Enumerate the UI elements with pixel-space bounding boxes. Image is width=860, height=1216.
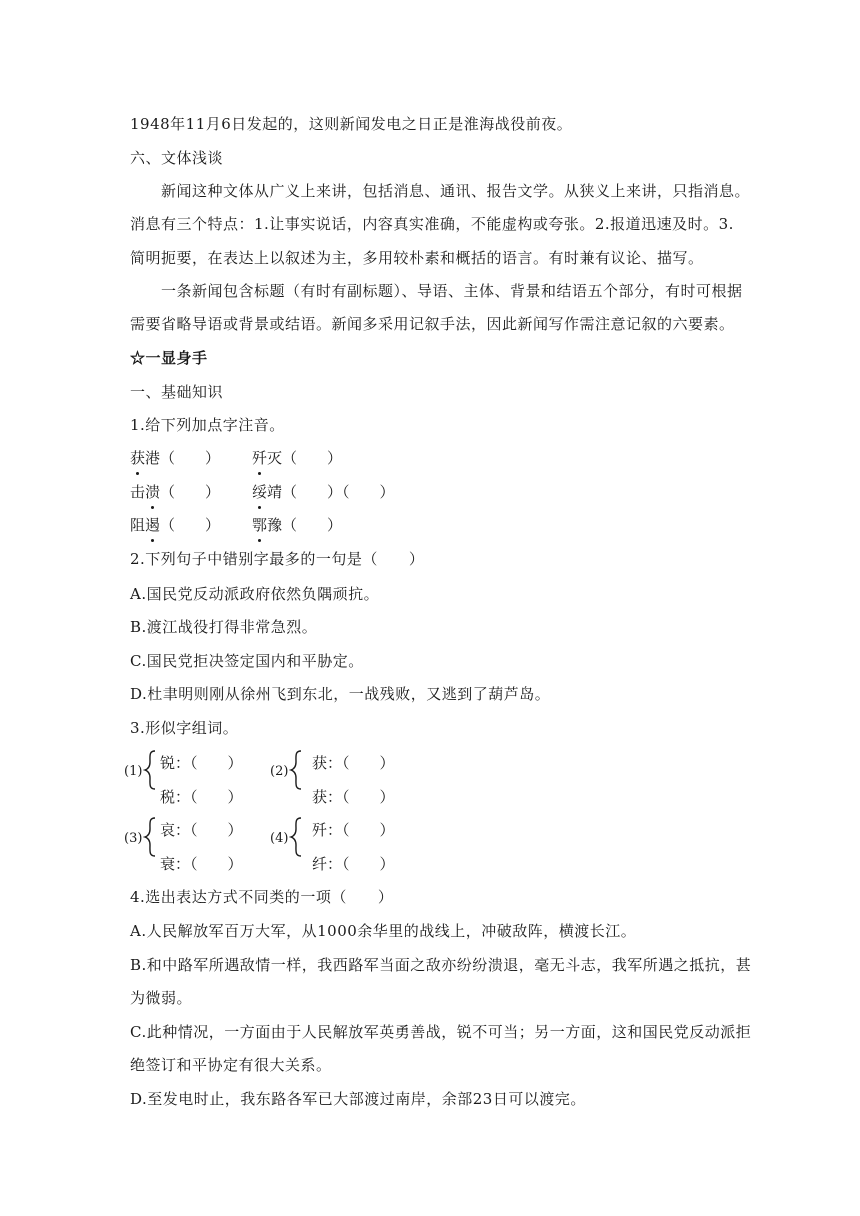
para2-line2: 需要省略导语或背景或结语。新闻多采用记叙手法，因此新闻写作需注意记叙的六要素。 bbox=[130, 315, 735, 333]
q4-option-a: A.人民解放军百万大军，从1000余华里的战线上，冲破敌阵，横渡长江。 bbox=[130, 922, 637, 940]
q3-group1-b: 税：（ ） bbox=[160, 788, 243, 806]
q4-option-c-line1: C.此种情况，一方面由于人民解放军英勇善战，锐不可当；另一方面，这和国民党反动派拒 bbox=[130, 1023, 752, 1041]
para2-line1: 一条新闻包含标题（有时有副标题）、导语、主体、背景和结语五个部分，有时可根据 bbox=[161, 282, 743, 300]
q4-option-d: D.至发电时止，我东路各军已大部渡过南岸，余部23日可以渡完。 bbox=[130, 1090, 586, 1108]
q4-option-c-line2: 绝签订和平协定有很大关系。 bbox=[130, 1056, 332, 1074]
q3-group1-a: 锐：（ ） bbox=[160, 754, 243, 772]
q3-stem: 3.形似字组词。 bbox=[130, 719, 239, 737]
q3-group4-number: (4) bbox=[270, 831, 289, 846]
para1-line3: 简明扼要，在表达上以叙述为主，多用较朴素和概括的语言。有时兼有议论、描写。 bbox=[130, 249, 704, 267]
q3-group2-a: 获：（ ） bbox=[312, 754, 395, 772]
dotted-char: 遏 bbox=[145, 516, 161, 534]
q3-group3-number: (3) bbox=[124, 831, 143, 846]
q3-group4-b: 纤：（ ） bbox=[312, 855, 395, 873]
q3-group3-a: 哀：（ ） bbox=[160, 821, 243, 839]
q1-stem: 1.给下列加点字注音。 bbox=[130, 416, 285, 434]
dotted-char: 歼 bbox=[252, 449, 268, 467]
q2-option-c: C.国民党拒决签定国内和平胁定。 bbox=[130, 652, 364, 670]
basics-heading: 一、基础知识 bbox=[130, 383, 224, 401]
dotted-char: 鄂 bbox=[252, 516, 268, 534]
q1-item-suijing: 绥靖（ ）（ ） bbox=[252, 483, 395, 501]
showcase-heading: ☆一显身手 bbox=[130, 349, 208, 367]
q3-group3-b: 衰：（ ） bbox=[160, 855, 243, 873]
q2-option-b: B.渡江战役打得非常急烈。 bbox=[130, 618, 318, 636]
q1-item-jikui: 击溃（ ） bbox=[130, 483, 221, 501]
q3-group2-number: (2) bbox=[270, 764, 289, 779]
q1-item-jianmie: 歼灭（ ） bbox=[252, 449, 343, 467]
q1-item-zue: 阻遏（ ） bbox=[130, 516, 221, 534]
q3-group1-number: (1) bbox=[124, 764, 143, 779]
paragraph-intro-tail: 1948年11月6日发起的，这则新闻发电之日正是淮海战役前夜。 bbox=[130, 115, 573, 133]
q3-group2-b: 获：（ ） bbox=[312, 788, 395, 806]
q1-item-huogang: 获港（ ） bbox=[130, 449, 221, 467]
para1-line1: 新闻这种文体从广义上来讲，包括消息、通讯、报告文学。从狭义上来讲，只指消息。 bbox=[161, 182, 751, 200]
brace-icon bbox=[289, 750, 303, 790]
q3-group4-a: 歼：（ ） bbox=[312, 821, 395, 839]
q4-option-b-line2: 为微弱。 bbox=[130, 989, 193, 1007]
q4-option-b-line1: B.和中路军所遇敌情一样，我西路军当面之敌亦纷纷溃退，毫无斗志，我军所遇之抵抗，甚 bbox=[130, 956, 752, 974]
dotted-char: 溃 bbox=[145, 483, 161, 501]
q4-stem: 4.选出表达方式不同类的一项（ ） bbox=[130, 888, 394, 906]
q1-item-eyu: 鄂豫（ ） bbox=[252, 516, 343, 534]
para1-line2: 消息有三个特点：1.让事实说话，内容真实准确，不能虚构或夸张。2.报道迅速及时。3. bbox=[130, 215, 734, 233]
brace-icon bbox=[143, 750, 157, 790]
dotted-char: 绥 bbox=[252, 483, 268, 501]
q2-stem: 2.下列句子中错别字最多的一句是（ ） bbox=[130, 550, 425, 568]
section-title-wenti: 六、文体浅谈 bbox=[130, 149, 224, 167]
q2-option-a: A.国民党反动派政府依然负隅顽抗。 bbox=[130, 585, 380, 603]
brace-icon bbox=[143, 817, 157, 857]
q2-option-d: D.杜聿明则刚从徐州飞到东北，一战残败，又逃到了葫芦岛。 bbox=[130, 685, 551, 703]
dotted-char: 获 bbox=[130, 449, 146, 467]
brace-icon bbox=[289, 817, 303, 857]
